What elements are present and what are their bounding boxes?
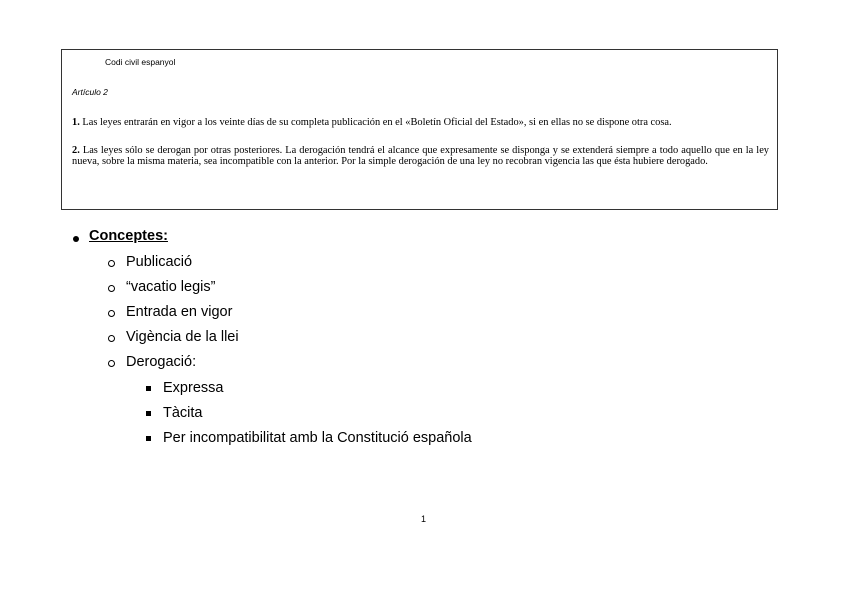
circle-bullet-icon <box>108 360 115 367</box>
article-paragraph-2 <box>72 145 769 167</box>
circle-bullet-icon <box>108 310 115 317</box>
square-bullet-icon <box>146 436 151 441</box>
paragraph-2-number: 2. <box>72 145 80 156</box>
sub-list-item-text: Per incompatibilitat amb la Constitució española <box>163 430 472 446</box>
paragraph-1-text: Las leyes entrarán en vigor a los veinte días de su completa publicación en el «Boletín Oficial del Estado», si en ellas no se dispone otra cosa. <box>79 117 672 128</box>
square-bullet-icon <box>146 411 151 416</box>
list-item-text: Entrada en vigor <box>126 304 233 320</box>
source-title: Codi civil espanyol <box>105 57 176 67</box>
list-item-text: Publicació <box>126 254 193 270</box>
sub-list-item-text: Expressa <box>163 380 224 396</box>
list-item-text: “vacatio legis” <box>126 279 216 295</box>
paragraph-1-number: 1. <box>72 117 80 128</box>
list-item-text: Vigència de la llei <box>126 329 239 345</box>
quoted-article-box <box>61 49 778 210</box>
concepts-heading: Conceptes: <box>89 228 168 244</box>
disc-bullet-icon <box>73 236 79 242</box>
article-paragraph-1 <box>72 117 769 128</box>
square-bullet-icon <box>146 386 151 391</box>
paragraph-2-text: Las leyes sólo se derogan por otras posteriores. La derogación tendrá el alcance que expresamente se disponga y se extenderá siempre a todo aquello que en la ley nueva, sobre la misma materia, sea incompatible con la anterior. Por la simple derogación de una ley no recobran vigencia las que ésta hubiere derogado. <box>72 145 769 167</box>
list-item-text: Derogació: <box>126 354 197 370</box>
page-number: 1 <box>421 514 427 524</box>
circle-bullet-icon <box>108 285 115 292</box>
sub-list-item-text: Tàcita <box>163 405 203 421</box>
article-label: Artículo 2 <box>72 87 108 97</box>
circle-bullet-icon <box>108 335 115 342</box>
circle-bullet-icon <box>108 260 115 267</box>
